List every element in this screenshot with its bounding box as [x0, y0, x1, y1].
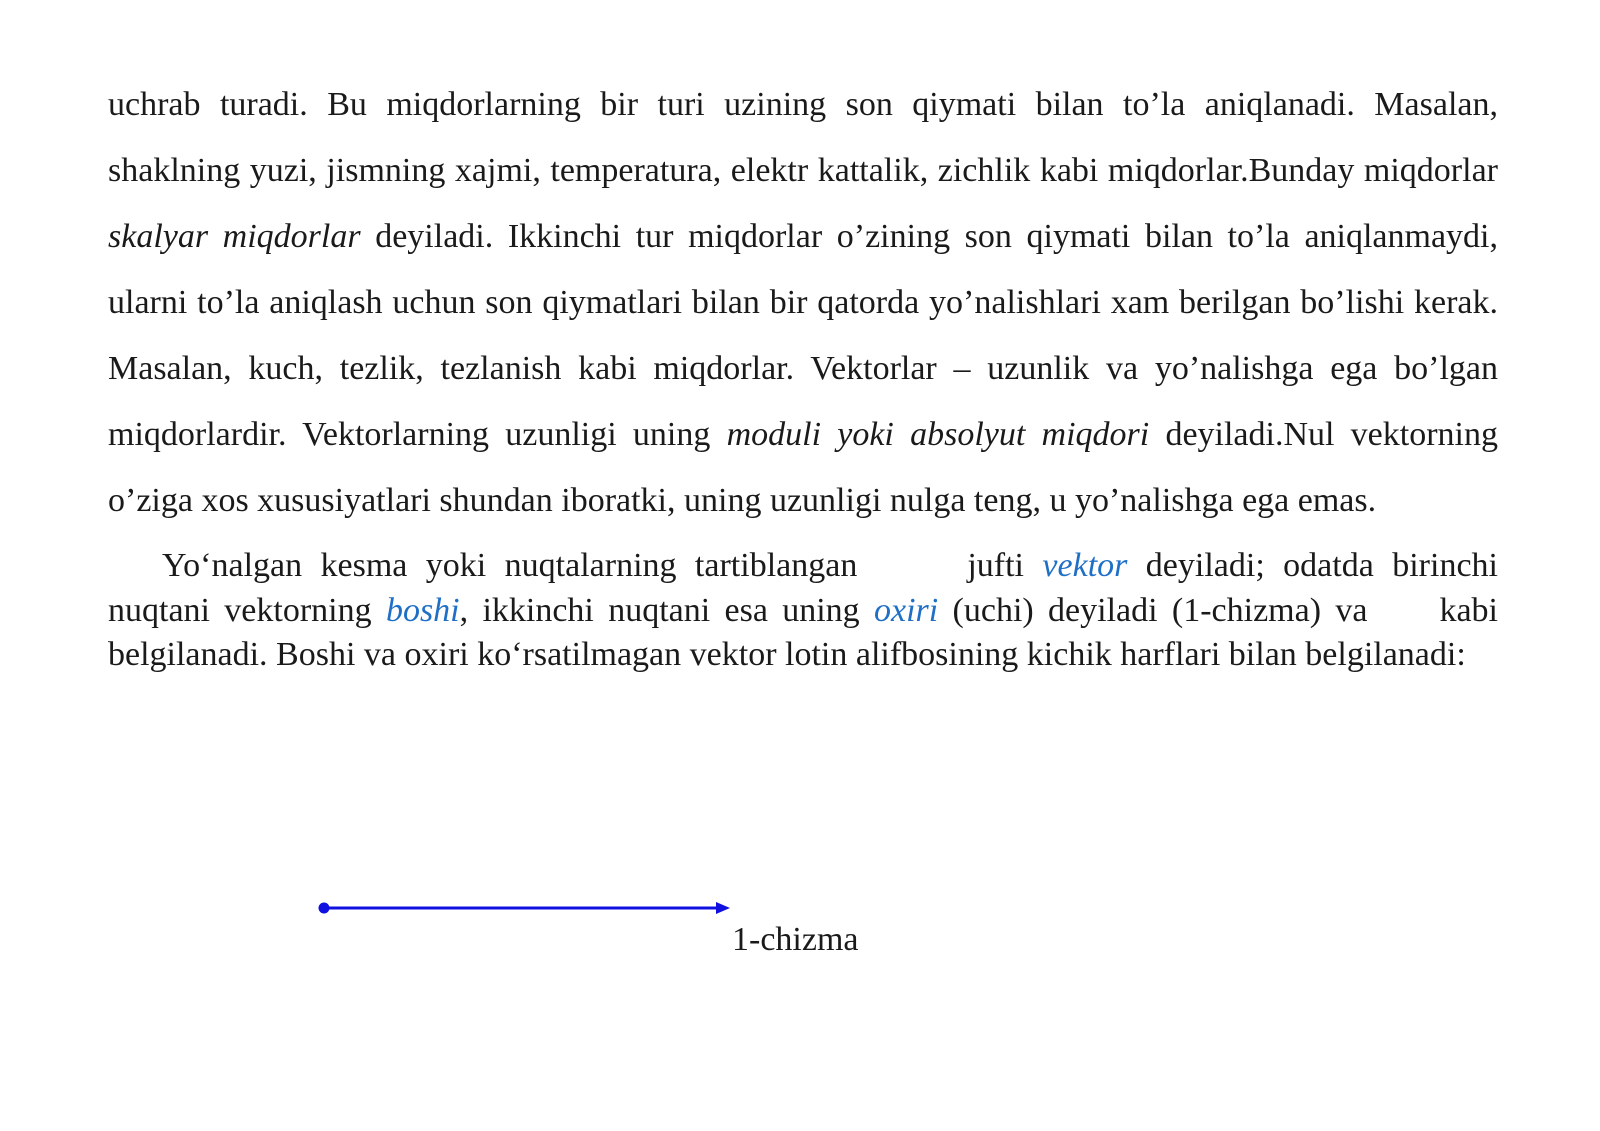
- paragraph-scalar-vector: [108, 72, 1498, 534]
- vector-arrowhead: [716, 902, 730, 914]
- para2-text-5: (uchi) deyiladi (1-chizma) va: [938, 591, 1368, 629]
- link-vektor[interactable]: vektor: [1042, 547, 1128, 584]
- link-boshi[interactable]: boshi: [385, 591, 460, 629]
- paragraph-vector-definition: [108, 544, 1498, 678]
- para1-text-3: deyiladi.Nul vektorning o’ziga xos xususiyatlari shundan iboratki, uning uzunligi nulga teng, u yo’nalishga ega emas.: [108, 416, 1498, 519]
- para2-text-6: kabi belgilanadi. Boshi va oxiri ko‘rsatilmagan vektor lotin alifbosining kichik harflari bilan belgilanadi:: [108, 591, 1498, 673]
- para1-text-2: deyiladi. Ikkinchi tur miqdorlar o’zining son qiymati bilan to’la aniqlanmaydi, ularni to’la aniqlash uchun son qiymatlari bilan bir qatorda yo’nalishlari xam berilgan bo’lishi kerak. Masalan, kuch, tezlik, tezlanish kabi miqdorlar. Vektorlar – uzunlik va yo’nalishga ega bo’lgan miqdorlardir. Vektorlarning uzunligi uning: [108, 218, 1499, 453]
- para2-text-2: jufti: [967, 547, 1043, 584]
- para2-text-1: Yo‘nalgan kesma yoki nuqtalarning tartiblangan: [162, 547, 858, 584]
- link-oxiri[interactable]: oxiri: [874, 591, 939, 629]
- para1-text-1: uchrab turadi. Bu miqdorlarning bir turi uzining son qiymati bilan to’la aniqlanadi. Masalan, shaklning yuzi, jismning xajmi, temperatura, elektr kattalik, zichlik kabi miqdorlar.Bunday miqdorlar: [108, 86, 1498, 189]
- para2-text-3: deyiladi; odatda birinchi nuqtani vektorning: [108, 547, 1498, 629]
- vector-arrow-figure: [318, 893, 738, 923]
- term-skalyar-miqdorlar: skalyar miqdorlar: [108, 218, 361, 255]
- para2-text-4: , ikkinchi nuqtani esa uning: [459, 591, 875, 629]
- term-moduli: moduli yoki absolyut miqdori: [726, 416, 1150, 453]
- figure-caption: 1-chizma: [732, 921, 859, 958]
- document-page: [108, 72, 1498, 678]
